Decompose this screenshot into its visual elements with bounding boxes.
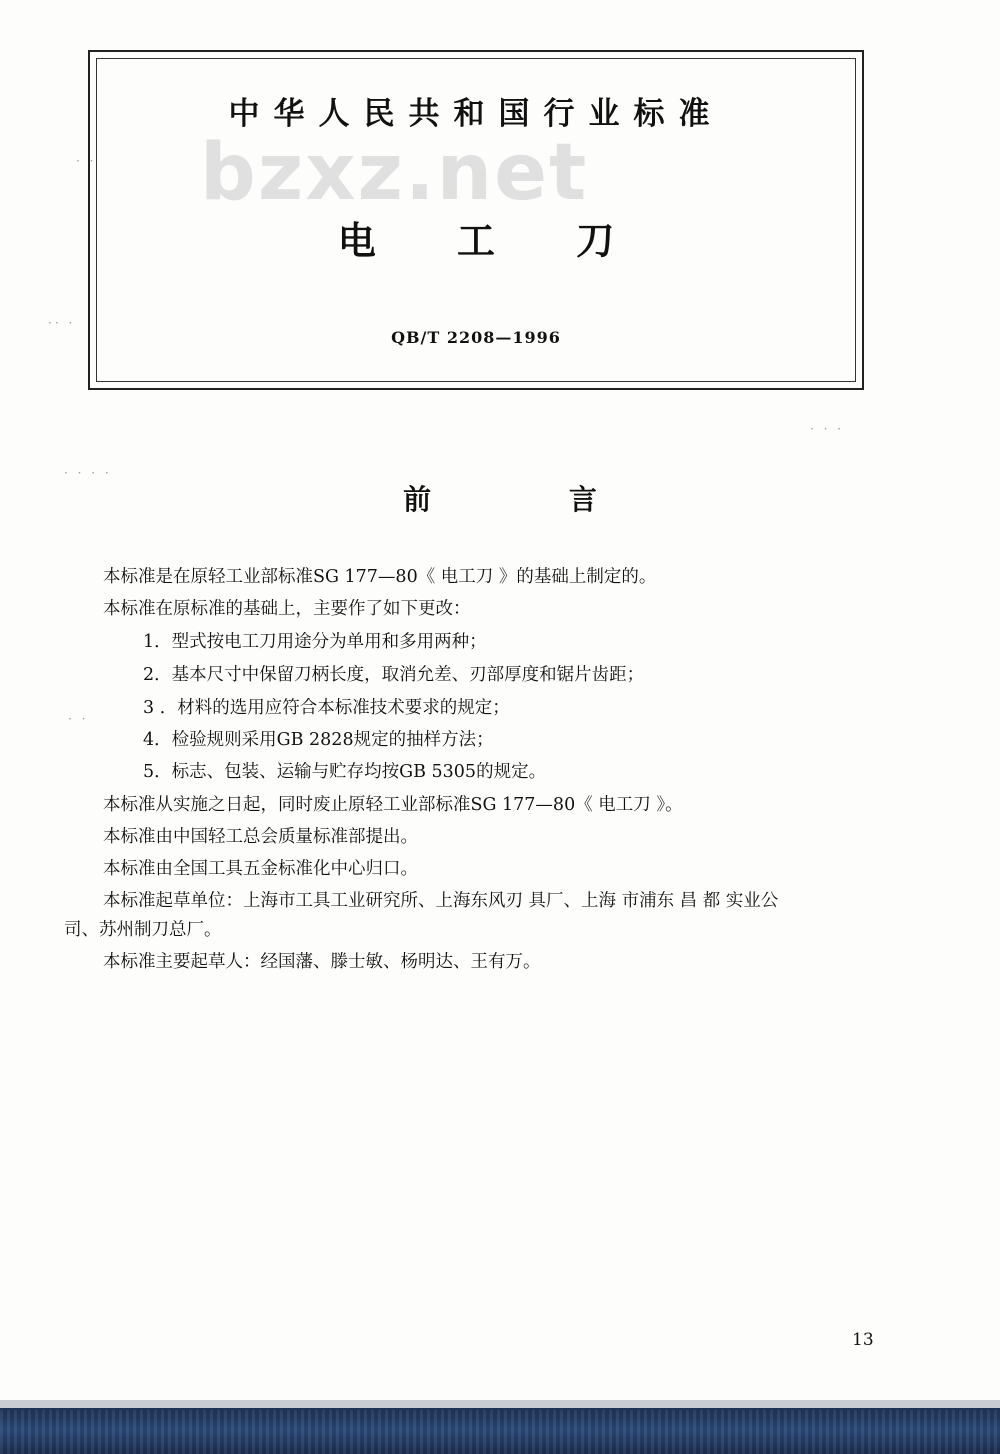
foreword-paragraph: 本标准从实施之日起，同时废止原轻工业部标准SG 177—80《 电工刀 》。 (103, 795, 683, 815)
scan-speck: · · (76, 154, 97, 168)
page-number: 13 (852, 1330, 874, 1350)
document-title: 电 工 刀 (337, 218, 649, 263)
foreword-paragraph: 本标准由全国工具五金标准化中心归口。 (103, 859, 418, 879)
scan-bottom-texture (0, 1410, 1000, 1454)
foreword-list-item: 1．型式按电工刀用途分为单用和多用两种； (143, 632, 487, 652)
foreword-paragraph: 本标准由中国轻工总会质量标准部提出。 (103, 827, 418, 847)
standard-category: 中华人民共和国行业标准 (228, 96, 724, 132)
scan-speck: · · · (810, 422, 845, 436)
standard-number: QB/T 2208—1996 (391, 328, 561, 347)
foreword-paragraph: 本标准主要起草人：经国藩、滕士敏、杨明达、王有万。 (103, 952, 541, 972)
foreword-paragraph: 本标准在原标准的基础上，主要作了如下更改： (103, 599, 471, 619)
foreword-paragraph: 本标准是在原轻工业部标准SG 177—80《 电工刀 》的基础上制定的。 (103, 567, 657, 587)
foreword-paragraph-continuation: 司、苏州制刀总厂。 (64, 920, 222, 940)
foreword-list-item: 5．标志、包装、运输与贮存均按GB 5305的规定。 (143, 762, 547, 782)
foreword-list-item: 2．基本尺寸中保留刀柄长度，取消允差、刃部厚度和锯片齿距； (143, 665, 645, 685)
foreword-paragraph: 本标准起草单位：上海市工具工业研究所、上海东风刃 具厂、上海 市浦东 昌 都 实业公 (103, 891, 779, 911)
foreword-heading: 前 言 (403, 483, 661, 516)
scan-speck: · · (68, 712, 89, 726)
scan-bottom-edge (0, 1400, 1000, 1454)
foreword-list-item: 4．检验规则采用GB 2828规定的抽样方法； (143, 730, 494, 750)
scan-speck: · · · · (64, 466, 112, 480)
scan-speck: ·· · (48, 316, 76, 330)
watermark: bzxz.net (200, 128, 589, 218)
foreword-list-item: 3 ．材料的选用应符合本标准技术要求的规定； (143, 698, 510, 718)
